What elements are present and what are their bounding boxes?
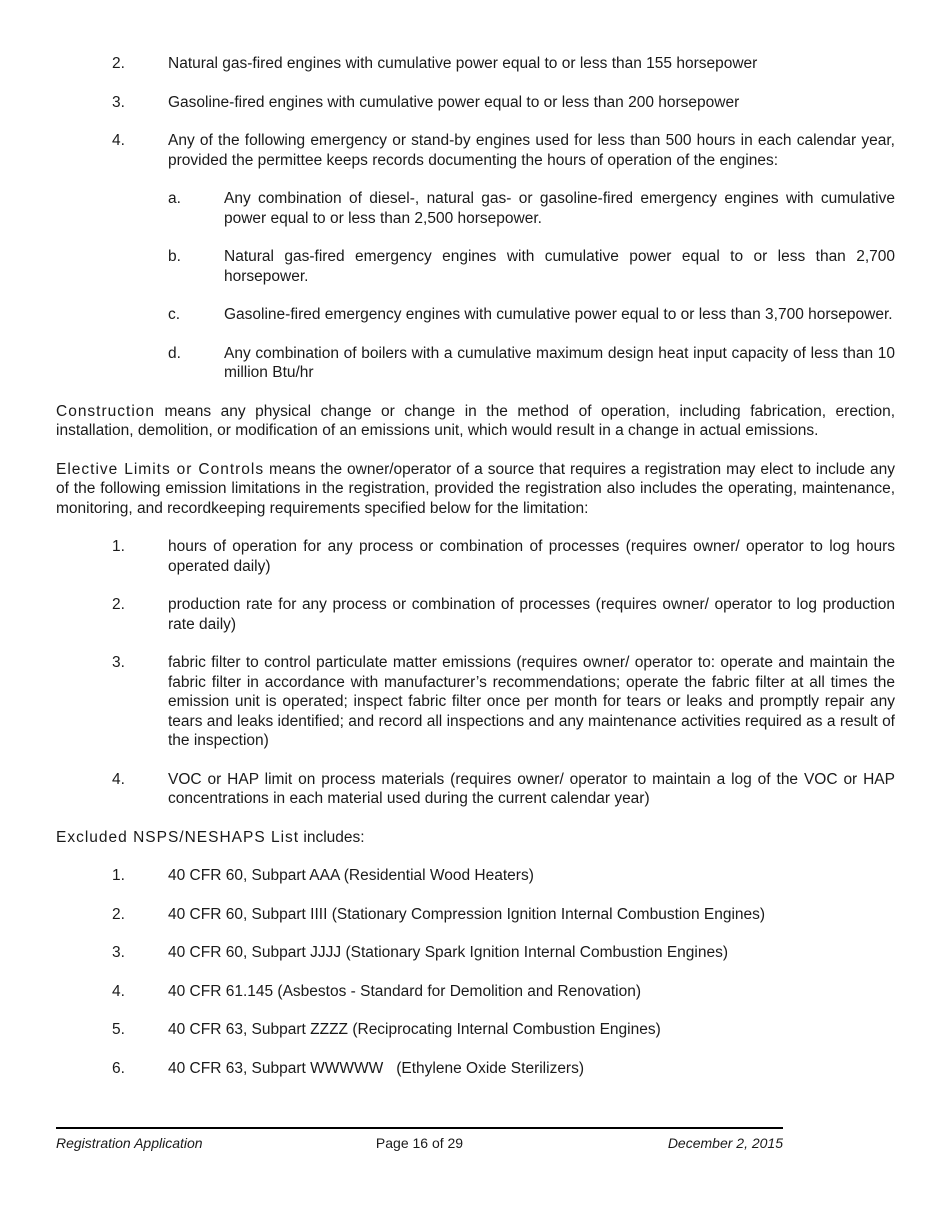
list-item — [56, 1059, 895, 1079]
list-number: 3. — [112, 654, 125, 671]
list-item — [56, 1020, 895, 1040]
definition-text: includes: — [299, 828, 365, 846]
list-text: 40 CFR 60, Subpart JJJJ (Stationary Spark Ignition Internal Combustion Engines) — [168, 944, 728, 961]
engines-list — [56, 54, 895, 170]
list-text: Any of the following emergency or stand-by engines used for less than 500 hours in each calendar year, provided the permittee keeps records documenting the hours of operation of the engines: — [168, 132, 895, 169]
list-item — [56, 982, 895, 1002]
list-number: 2. — [112, 55, 125, 72]
list-text: 40 CFR 60, Subpart IIII (Stationary Compression Ignition Internal Combustion Engines) — [168, 905, 766, 923]
list-number: 6. — [112, 1059, 125, 1077]
list-number: 3. — [112, 944, 125, 961]
list-number: 4. — [112, 770, 125, 788]
list-item — [56, 93, 895, 113]
elective-limits-list — [56, 537, 895, 809]
list-item — [56, 189, 895, 228]
definition-term: Excluded NSPS/NESHAPS List — [56, 828, 300, 846]
definition-term: Construction — [56, 402, 156, 420]
list-item — [56, 943, 895, 963]
footer-document-title: Registration Application — [56, 1135, 203, 1151]
excluded-nsps-list — [56, 866, 895, 1078]
footer-date: December 2, 2015 — [667, 1135, 783, 1151]
list-item — [56, 344, 895, 383]
elective-limits-definition — [56, 460, 895, 519]
list-text: Any combination of diesel-, natural gas- or gasoline-fired emergency engines with cumulative power equal to or less than 2,500 horsepower. — [224, 190, 895, 227]
list-item — [56, 653, 895, 751]
list-text: Gasoline-fired engines with cumulative power equal to or less than 200 horsepower — [168, 93, 740, 111]
list-item — [56, 905, 895, 925]
list-number: 4. — [112, 982, 125, 1000]
list-number: 2. — [112, 596, 125, 613]
list-text: VOC or HAP limit on process materials (requires owner/ operator to maintain a log of the VOC or HAP concentrations in each material used during the current calendar year) — [168, 770, 895, 807]
list-item — [56, 770, 895, 809]
list-letter: b. — [168, 248, 181, 265]
footer-divider — [56, 1127, 783, 1129]
definition-text: means any physical change or change in the method of operation, including fabrication, erection, installation, demolition, or modification of an emissions unit, which would result in a change in actual emissions. — [56, 402, 895, 439]
list-text: fabric filter to control particulate matter emissions (requires owner/ operator to: operate and maintain the fabric filter in accordance with manufacturer’s recommendations; operate the fabric filter at all times the emission unit is operated; inspect fabric filter once per month for tears or leaks and promptly repair any tears and leaks identified; and record all inspections and any maintenance activities required as a result of the inspection) — [168, 654, 895, 749]
list-item — [56, 54, 895, 74]
list-item — [56, 537, 895, 576]
list-text: 40 CFR 63, Subpart ZZZZ (Reciprocating Internal Combustion Engines) — [168, 1021, 661, 1038]
excluded-list-heading — [56, 828, 895, 848]
list-letter: a. — [168, 190, 181, 207]
list-text: hours of operation for any process or combination of processes (requires owner/ operator to log hours operated daily) — [168, 538, 895, 575]
list-text: Gasoline-fired emergency engines with cumulative power equal to or less than 3,700 horsepower. — [224, 306, 893, 323]
list-text: Natural gas-fired engines with cumulative power equal to or less than 155 horsepower — [168, 55, 758, 72]
list-item — [56, 866, 895, 886]
footer-page-number: Page 16 of 29 — [375, 1135, 464, 1151]
emergency-engines-sublist — [56, 189, 895, 383]
list-number: 4. — [112, 132, 125, 149]
list-number: 5. — [112, 1021, 125, 1038]
list-text: Natural gas-fired emergency engines with cumulative power equal to or less than 2,700 horsepower. — [224, 248, 895, 285]
construction-definition — [56, 402, 895, 441]
list-number: 1. — [112, 538, 125, 555]
list-item — [56, 247, 895, 286]
list-text: Any combination of boilers with a cumulative maximum design heat input capacity of less than 10 million Btu/hr — [224, 344, 895, 381]
definition-text: means the owner/operator of a source that requires a registration may elect to include any of the following emission limitations in the registration, provided the registration also includes the operating, maintenance, monitoring, and recordkeeping requirements specified below for the limitation: — [56, 460, 895, 517]
list-number: 3. — [112, 93, 125, 111]
list-text: production rate for any process or combination of processes (requires owner/ operator to log production rate daily) — [168, 596, 895, 633]
list-item — [56, 305, 895, 325]
list-item — [56, 131, 895, 170]
list-letter: c. — [168, 306, 181, 323]
list-text: 40 CFR 61.145 (Asbestos - Standard for Demolition and Renovation) — [168, 982, 641, 1000]
list-item — [56, 595, 895, 634]
document-body — [56, 54, 895, 1097]
list-number: 1. — [112, 867, 125, 884]
list-letter: d. — [168, 344, 181, 362]
list-text: 40 CFR 60, Subpart AAA (Residential Wood Heaters) — [168, 867, 534, 884]
list-text: 40 CFR 63, Subpart WWWWW (Ethylene Oxide Sterilizers) — [168, 1059, 585, 1077]
page-footer — [56, 1134, 783, 1154]
list-number: 2. — [112, 905, 125, 923]
definition-term: Elective Limits or Controls — [56, 460, 265, 478]
